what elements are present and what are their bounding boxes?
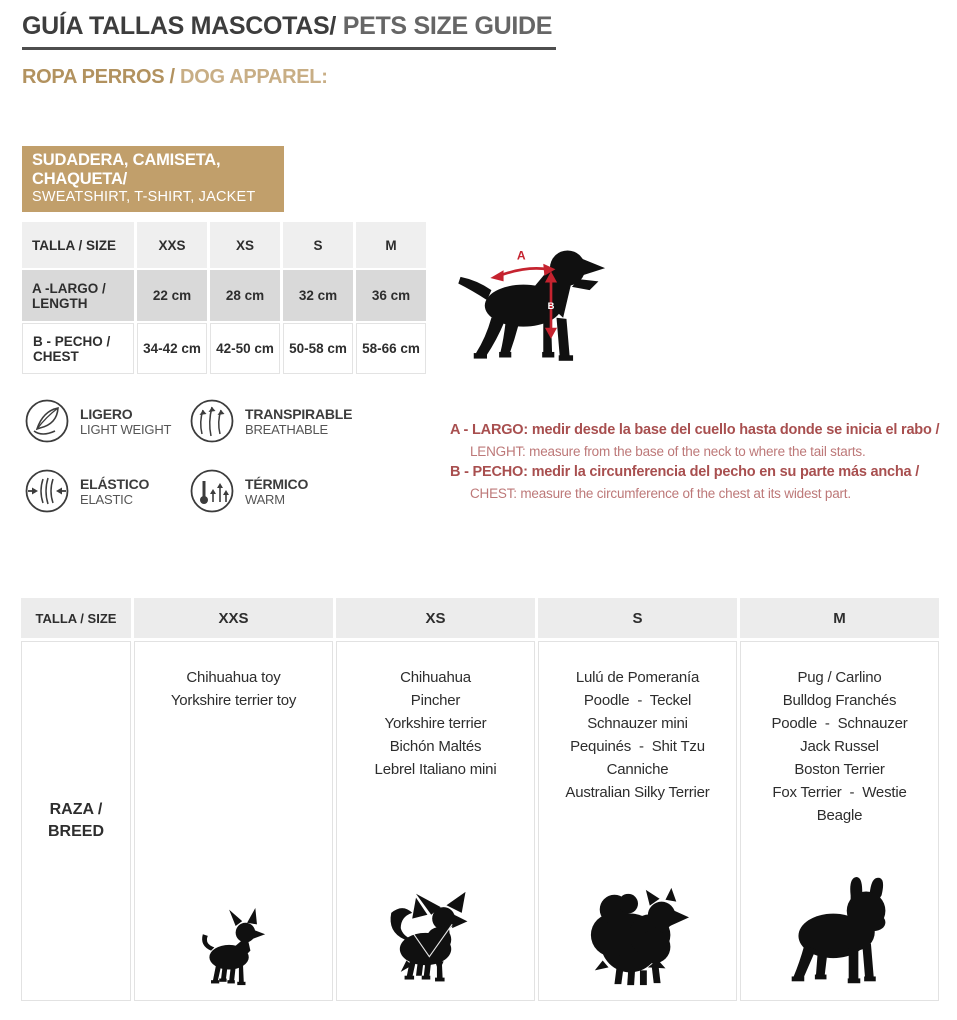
features-list <box>24 398 389 514</box>
chest-xs: 42-50 cm <box>210 323 280 374</box>
chest-m: 58-66 cm <box>356 323 426 374</box>
feature-lightweight <box>24 398 189 444</box>
papillon-silhouette <box>382 890 490 990</box>
feature-name-en: LIGHT WEIGHT <box>80 421 172 437</box>
breed-item: Poodle - Schnauzer <box>771 715 908 732</box>
size-table-header-m: M <box>356 222 426 268</box>
breed-table <box>21 598 939 1001</box>
note-b-es: B - PECHO: medir la circunferencia del pecho en su parte más ancha / <box>450 464 920 480</box>
size-table-header-label: TALLA / SIZE <box>22 222 134 268</box>
breed-cell-xs <box>336 641 535 1001</box>
length-xxs: 22 cm <box>137 270 207 321</box>
note-a-en: LENGHT: measure from the base of the neck to where the tail starts. <box>470 444 866 459</box>
arrow-label-a: A <box>516 248 526 263</box>
banner-line2: SWEATSHIRT, T-SHIRT, JACKET <box>32 189 256 205</box>
breed-table-header-m: M <box>740 598 939 638</box>
breed-table-header-xxs: XXS <box>134 598 333 638</box>
feature-warm <box>189 468 389 514</box>
chest-row-label: B - PECHO / CHEST <box>22 323 134 374</box>
size-table-header-xxs: XXS <box>137 222 207 268</box>
feature-breathable <box>189 398 389 444</box>
measuring-diagram <box>455 230 615 373</box>
breed-item: Chihuahua <box>400 669 471 686</box>
breed-item: Poodle - Teckel <box>583 692 692 709</box>
breed-item: Pug / Carlino <box>797 669 882 686</box>
category-banner <box>22 146 284 212</box>
feature-name-es: LIGERO <box>80 405 133 422</box>
feature-name-es: ELÁSTICO <box>80 475 150 492</box>
breed-item: Chihuahua toy <box>186 669 281 686</box>
feather-icon <box>24 398 70 444</box>
breed-list-m <box>771 642 907 827</box>
french-bulldog-silhouette <box>777 876 903 990</box>
breed-item: Beagle <box>816 807 863 824</box>
page-title-en: PETS SIZE GUIDE <box>336 12 553 40</box>
breed-list-xs <box>375 642 497 781</box>
feature-elastic <box>24 468 189 514</box>
length-xs: 28 cm <box>210 270 280 321</box>
subtitle-en: DOG APPAREL: <box>180 66 328 88</box>
feature-name-en: ELASTIC <box>80 491 133 507</box>
page-title-es: GUÍA TALLAS MASCOTAS/ <box>22 12 337 40</box>
feature-name-es: TRANSPIRABLE <box>245 405 353 422</box>
breed-item: Fox Terrier - Westie <box>772 784 907 801</box>
breed-item: Canniche <box>606 761 669 778</box>
breed-list-s <box>565 642 709 804</box>
chihuahua-silhouette <box>188 908 280 990</box>
feature-name-en: WARM <box>245 491 285 507</box>
section-subtitle <box>22 66 328 89</box>
pomeranian-silhouette <box>579 884 697 990</box>
chest-xxs: 34-42 cm <box>137 323 207 374</box>
raza-label-line2: BREED <box>47 823 104 840</box>
breed-item: Lebrel Italiano mini <box>374 761 497 778</box>
breed-item: Jack Russel <box>800 738 879 755</box>
labrador-silhouette <box>455 230 615 368</box>
breed-item: Bichón Maltés <box>389 738 482 755</box>
breed-cell-xxs <box>134 641 333 1001</box>
breed-cell-m <box>740 641 939 1001</box>
breed-item: Schnauzer mini <box>587 715 688 732</box>
length-m: 36 cm <box>356 270 426 321</box>
breed-item: Bulldog Franchés <box>782 692 897 709</box>
thermometer-icon <box>189 468 235 514</box>
feature-name-es: TÉRMICO <box>245 475 309 492</box>
page-title <box>22 12 556 50</box>
breed-item: Pincher <box>410 692 461 709</box>
elastic-icon <box>24 468 70 514</box>
note-b-en: CHEST: measure the circumference of the chest at its widest part. <box>470 486 851 501</box>
breed-table-header-s: S <box>538 598 737 638</box>
breed-list-xxs <box>171 642 296 712</box>
breed-item: Boston Terrier <box>794 761 885 778</box>
banner-line1: SUDADERA, CAMISETA, CHAQUETA/ <box>32 151 221 188</box>
breed-table-header-label: TALLA / SIZE <box>21 598 131 638</box>
breed-cell-s <box>538 641 737 1001</box>
subtitle-es: ROPA PERROS / <box>22 66 181 88</box>
breed-item: Australian Silky Terrier <box>565 784 710 801</box>
length-row-label: A -LARGO / LENGTH <box>22 270 134 321</box>
breed-item: Yorkshire terrier <box>384 715 487 732</box>
feature-name-en: BREATHABLE <box>245 421 329 437</box>
arrow-label-b: B <box>547 300 555 311</box>
size-table-header-xs: XS <box>210 222 280 268</box>
breed-item: Lulú de Pomeranía <box>575 669 700 686</box>
breathable-icon <box>189 398 235 444</box>
chest-s: 50-58 cm <box>283 323 353 374</box>
measuring-notes <box>450 420 950 504</box>
size-table-header-s: S <box>283 222 353 268</box>
breed-item: Yorkshire terrier toy <box>170 692 297 709</box>
breed-row-label <box>21 641 131 1001</box>
raza-label-line1: RAZA / <box>49 801 103 818</box>
breed-table-header-xs: XS <box>336 598 535 638</box>
length-s: 32 cm <box>283 270 353 321</box>
size-table <box>22 222 426 374</box>
breed-item: Pequinés - Shit Tzu <box>570 738 705 755</box>
note-a-es: A - LARGO: medir desde la base del cuello hasta donde se inicia el rabo / <box>450 422 940 438</box>
